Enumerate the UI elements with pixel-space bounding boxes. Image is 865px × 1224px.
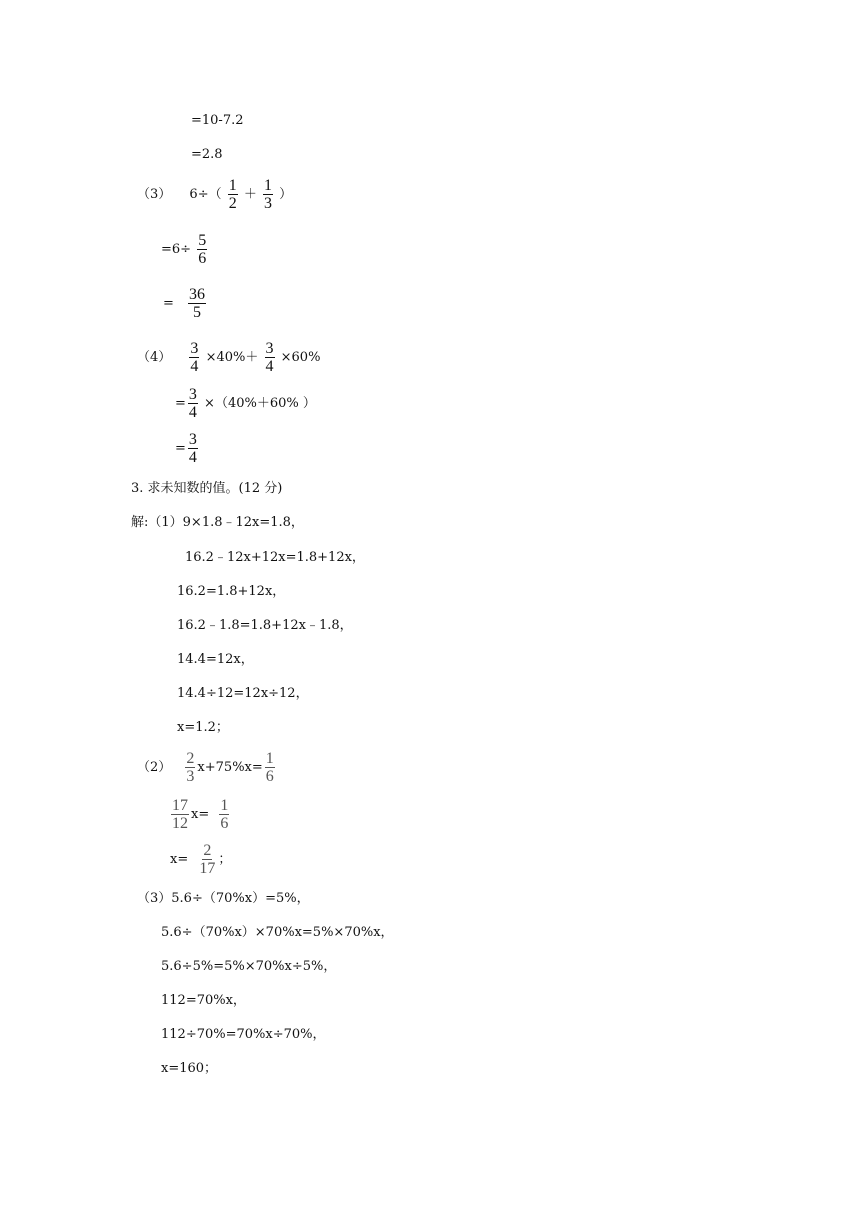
q3-head: （3）5.6÷（70%x）=5%，: [137, 891, 310, 906]
q3-step: 5.6÷（70%x）×70%x=5%×70%x，: [161, 925, 394, 940]
q1-step: 14.4÷12=12x÷12，: [177, 686, 309, 701]
p4-label: （4）: [137, 350, 172, 365]
p3-fraction-2: $\frac{1}{3}$: [264, 177, 273, 212]
q2-fraction-5: $\frac{2}{17}$: [199, 842, 216, 877]
q3-step: 112÷70%=70%x÷70%，: [161, 1027, 326, 1042]
q2-fraction-1: $\frac{2}{3}$: [186, 750, 195, 785]
q1-step: 16.2=1.8+12x，: [177, 584, 286, 599]
p3-label: （3）: [137, 187, 172, 202]
p3-plus: ＋: [243, 187, 257, 202]
p3-close: ）: [279, 187, 293, 202]
q1-step: 16.2﹣1.8=1.8+12x﹣1.8，: [177, 618, 353, 633]
p2-step-1: =10-7.2: [191, 113, 244, 128]
p4-expression: （4） $\frac{3}{4}$ ×40%＋ $\frac{3}{4}$ ×60%: [137, 340, 321, 375]
q3-step: 112=70%x，: [161, 993, 246, 1008]
q2-expression: （2） $\frac{2}{3}$ x+75%x= $\frac{1}{6}$: [137, 750, 274, 785]
p4-fraction-1: $\frac{3}{4}$: [190, 340, 199, 375]
p4-step-1: = $\frac{3}{4}$ ×（40%＋60% ）: [175, 386, 316, 421]
q3-step: x=160；: [161, 1061, 218, 1076]
p3-expression: [137, 177, 292, 212]
p3-step-2: = $\frac{36}{5}$: [163, 286, 206, 321]
q2-step-2: x= $\frac{2}{17}$ ；: [170, 842, 232, 877]
p3-fraction-1: $\frac{1}{2}$: [228, 177, 237, 212]
q2-fraction-2: $\frac{1}{6}$: [265, 750, 274, 785]
p3-step-1: =6÷ $\frac{5}{6}$: [161, 232, 207, 267]
p3-text-a: 6÷（: [189, 187, 222, 202]
p2-step-2: =2.8: [191, 147, 223, 162]
q2-label: （2）: [137, 760, 172, 775]
p3-fraction-3: $\frac{5}{6}$: [198, 232, 207, 267]
p3-fraction-4: $\frac{36}{5}$: [189, 286, 206, 321]
q2-fraction-3: $\frac{17}{12}$: [172, 797, 188, 832]
q1-head: 解:（1）9×1.8﹣12x=1.8，: [131, 515, 304, 530]
q1-step: 14.4=12x，: [177, 652, 254, 667]
q1-step: x=1.2；: [177, 720, 229, 735]
q2-fraction-4: $\frac{1}{6}$: [220, 797, 229, 832]
p4-fraction-3: $\frac{3}{4}$: [188, 386, 197, 421]
p4-fraction-2: $\frac{3}{4}$: [265, 340, 274, 375]
q2-step-1: $\frac{17}{12}$ x= $\frac{1}{6}$: [172, 797, 229, 832]
q1-step: 16.2﹣12x+12x=1.8+12x，: [185, 550, 365, 565]
section-3-title: 3. 求未知数的值。(12 分): [131, 481, 283, 496]
q3-step: 5.6÷5%=5%×70%x÷5%，: [161, 959, 337, 974]
p4-step-2: = $\frac{3}{4}$: [175, 431, 197, 466]
p4-fraction-4: $\frac{3}{4}$: [188, 431, 197, 466]
